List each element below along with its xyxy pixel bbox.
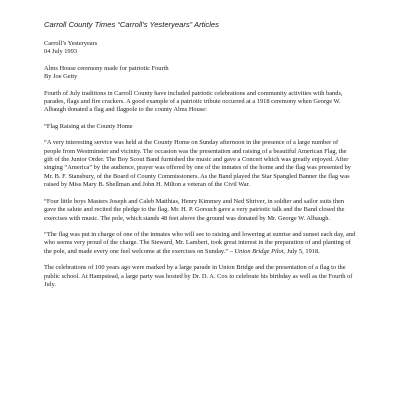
quote-source: Union Bridge Pilot xyxy=(234,247,284,255)
quote-paragraph-2: “Four little boys Masters Joseph and Caleb Matthias, Henry Kimmey and Ned Shriver, in soldier and sailor suits then gave the salute and recited the pledge to the flag. Mr. H. P. Gorsuch gave a very patriotic talk and the Band closed the exercises with music. The pole, which stands 48 feet above the ground was donated by Mr. George W. Albaugh. xyxy=(44,197,345,222)
quote-heading: “Flag Raising at the County Home xyxy=(44,122,133,130)
column-name: Carroll’s Yesteryears xyxy=(44,40,98,47)
article-header xyxy=(44,40,356,57)
article-date: 04 July 1993 xyxy=(44,48,78,56)
quote-paragraph-1: “A very interesting service was held at the County Home on Sunday afternoon in the presence of a large number of people from Westminster and vicinity. The occasion was the presentation and raising of a beautiful American Flag, the gift of the Junior Order. The Boy Scout Band furnished the music and gave a Concert which was greatly enjoyed. After singing “America” by the audience, prayer was offered by one of the inmates of the home and the flag was presented by Mr. B. F. Stansbury, of the Board of County Commissioners. As the Band played the Star Spangled Banner the flag was raised by Miss Mary B. Shellman and John H. Milton a veteran of the Civil War. xyxy=(44,139,351,189)
quote-source-date: , July 5, 1918. xyxy=(283,247,320,255)
document-title: Carroll County Times “Carroll’s Yesteryears” Articles xyxy=(44,20,219,29)
article-heading xyxy=(44,65,356,82)
quote-paragraph-3 xyxy=(44,231,356,256)
article-headline: Alms House ceremony made for patriotic Fourth xyxy=(44,64,169,72)
quote-paragraph-3-text: “The flag was put in charge of one of the inmates who will see to raising and lowering at sunrise and sunset each day, and who seems very proud of the charge. The Steward, Mr. Lambert, took great interest in the preparation of and planting of the pole, and made every one feel welcome at the exercises on Sunday.” – xyxy=(44,230,356,255)
intro-paragraph: Fourth of July traditions in Carroll County have included patriotic celebrations and community activities with bands, parades, flags and fire crackers. A good example of a patriotic tribute occurred at a 1918 ceremony when George W. Albaugh donated a flag and flagpole to the county Alms House: xyxy=(44,89,343,114)
article-byline: By Joe Getty xyxy=(44,73,78,81)
closing-paragraph: The celebrations of 100 years ago were marked by a large parade in Union Bridge and the presentation of a flag to the public school. At Hampstead, a large party was hosted by Dr. D. A. Cox to celebrate his birthday as well as the Fourth of July. xyxy=(44,264,353,288)
